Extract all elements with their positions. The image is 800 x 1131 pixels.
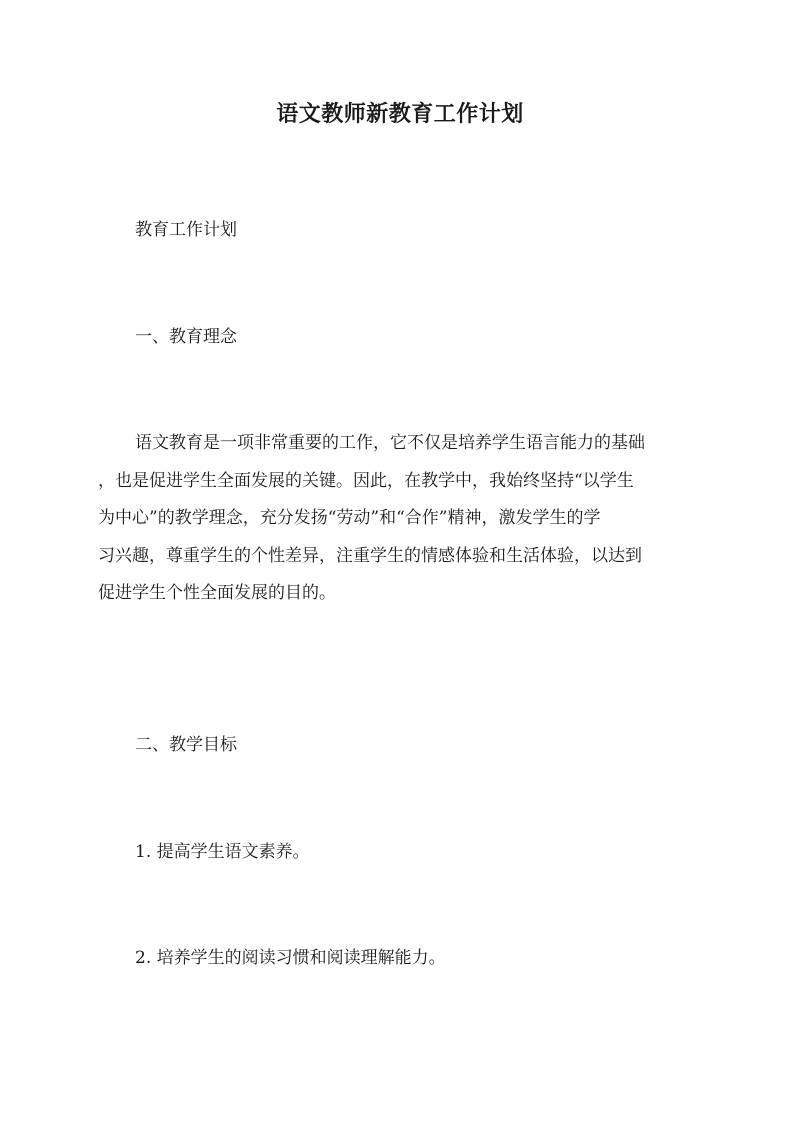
- education-philosophy-paragraph: [98, 425, 702, 613]
- section-heading-education-philosophy: 一、教育理念: [135, 327, 237, 347]
- goal-list-item: 2. 培养学生的阅读习惯和阅读理解能力。: [135, 948, 446, 968]
- paragraph-line: ，也是促进学生全面发展的关键。因此，在教学中，我始终坚持“以学生: [98, 470, 634, 491]
- plan-subtitle: 教育工作计划: [135, 220, 237, 240]
- goal-list-item: 1. 提高学生语文素养。: [135, 842, 310, 862]
- paragraph-line: 促进学生个性全面发展的目的。: [98, 583, 336, 603]
- document-title: 语文教师新教育工作计划: [276, 101, 524, 127]
- section-heading-teaching-goals: 二、教学目标: [135, 735, 237, 755]
- paragraph-line: 为中心”的教学理念，充分发扬“劳动”和“合作”精神，激发学生的学: [98, 508, 601, 528]
- paragraph-line: 习兴趣，尊重学生的个性差异，注重学生的情感体验和生活体验，以达到: [98, 545, 642, 566]
- paragraph-line: 语文教育是一项非常重要的工作，它不仅是培养学生语言能力的基础: [135, 433, 645, 453]
